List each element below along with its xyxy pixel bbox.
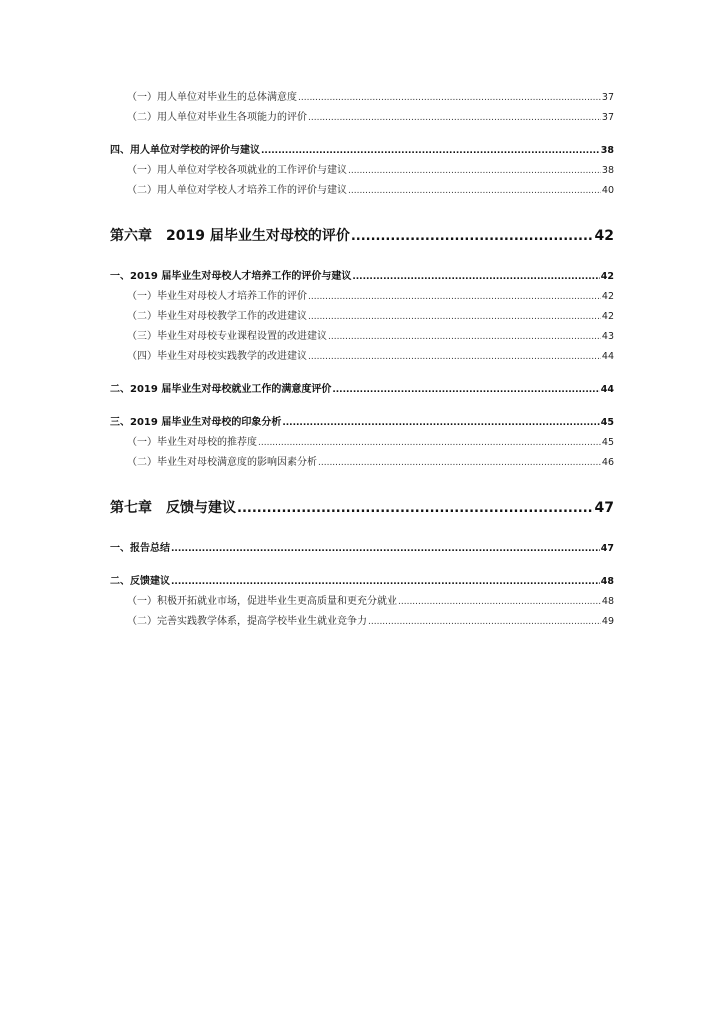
toc-entry-page: 42 — [601, 291, 614, 302]
toc-entry-label: （一）用人单位对毕业生的总体满意度 — [127, 92, 297, 103]
toc-entry-label: （一）积极开拓就业市场，促进毕业生更高质量和更充分就业 — [127, 596, 397, 607]
toc-entry-page: 48 — [601, 596, 614, 607]
dot-leader — [348, 181, 601, 201]
toc-entry[interactable] — [110, 347, 614, 367]
dot-leader — [298, 88, 601, 108]
toc-entry[interactable] — [110, 287, 614, 307]
toc-entry-label: 一、2019 届毕业生对母校人才培养工作的评价与建议 — [110, 271, 352, 282]
dot-leader — [398, 592, 601, 612]
dot-leader — [318, 453, 601, 473]
toc-entry[interactable] — [110, 433, 614, 453]
toc-entry[interactable] — [110, 453, 614, 473]
toc-entry-label: 一、报告总结 — [110, 543, 170, 554]
toc-chapter-entry[interactable] — [110, 495, 614, 521]
dot-leader — [171, 572, 600, 592]
toc-entry-label: （二）毕业生对母校满意度的影响因素分析 — [127, 457, 317, 468]
dot-leader — [258, 433, 601, 453]
toc-entry[interactable] — [110, 88, 614, 108]
toc-entry-label: 第六章 2019 届毕业生对母校的评价 — [110, 228, 350, 244]
toc-entry-page: 44 — [600, 384, 614, 395]
dot-leader — [308, 108, 601, 128]
toc-entry-page: 40 — [601, 185, 614, 196]
dot-leader — [308, 287, 601, 307]
toc-entry-page: 46 — [601, 457, 614, 468]
toc-entry-label: （三）毕业生对母校专业课程设置的改进建议 — [127, 331, 327, 342]
toc-entry-page: 47 — [594, 500, 614, 516]
toc-entry-page: 42 — [600, 271, 614, 282]
toc-entry[interactable] — [110, 612, 614, 632]
toc-section-entry[interactable] — [110, 572, 614, 592]
toc-entry-label: 三、2019 届毕业生对母校的印象分析 — [110, 417, 282, 428]
dot-leader — [308, 347, 601, 367]
dot-leader — [308, 307, 601, 327]
toc-chapter-entry[interactable] — [110, 223, 614, 249]
toc-section-entry[interactable] — [110, 413, 614, 433]
toc-entry-page: 37 — [601, 92, 614, 103]
dot-leader — [348, 161, 601, 181]
toc-entry-page: 38 — [600, 145, 614, 156]
dot-leader — [237, 495, 594, 522]
toc-entry-label: 四、用人单位对学校的评价与建议 — [110, 145, 260, 156]
dot-leader — [352, 267, 599, 287]
toc-entry-label: （一）毕业生对母校人才培养工作的评价 — [127, 291, 307, 302]
dot-leader — [261, 141, 600, 161]
toc-entry-page: 38 — [601, 165, 614, 176]
toc-entry-page: 48 — [600, 576, 614, 587]
toc-entry-page: 44 — [601, 351, 614, 362]
dot-leader — [368, 612, 601, 632]
dot-leader — [332, 380, 599, 400]
dot-leader — [171, 539, 600, 559]
toc-section-entry[interactable] — [110, 141, 614, 161]
dot-leader — [282, 413, 599, 433]
toc-entry-label: 二、反馈建议 — [110, 576, 170, 587]
toc-entry-label: （二）毕业生对母校教学工作的改进建议 — [127, 311, 307, 322]
toc-entry-page: 42 — [601, 311, 614, 322]
toc-entry[interactable] — [110, 592, 614, 612]
toc-entry-label: 第七章 反馈与建议 — [110, 500, 236, 516]
toc-entry-label: （二）完善实践教学体系，提高学校毕业生就业竞争力 — [127, 616, 367, 627]
toc-entry-page: 49 — [601, 616, 614, 627]
toc-entry-page: 45 — [600, 417, 614, 428]
toc-entry[interactable] — [110, 307, 614, 327]
toc-entry-label: 二、2019 届毕业生对母校就业工作的满意度评价 — [110, 384, 332, 395]
toc-entry-label: （四）毕业生对母校实践教学的改进建议 — [127, 351, 307, 362]
toc-entry[interactable] — [110, 327, 614, 347]
toc-entry-label: （一）用人单位对学校各项就业的工作评价与建议 — [127, 165, 347, 176]
toc-entry-page: 37 — [601, 112, 614, 123]
toc-entry[interactable] — [110, 161, 614, 181]
toc-entry-label: （二）用人单位对毕业生各项能力的评价 — [127, 112, 307, 123]
toc-entry[interactable] — [110, 181, 614, 201]
toc-entry-label: （一）毕业生对母校的推荐度 — [127, 437, 257, 448]
toc-entry-page: 42 — [594, 228, 614, 244]
toc-entry-page: 43 — [601, 331, 614, 342]
toc-section-entry[interactable] — [110, 380, 614, 400]
dot-leader — [351, 223, 594, 250]
toc-entry-label: （二）用人单位对学校人才培养工作的评价与建议 — [127, 185, 347, 196]
toc-section-entry[interactable] — [110, 267, 614, 287]
dot-leader — [328, 327, 601, 347]
toc-entry-page: 47 — [600, 543, 614, 554]
toc-entry-page: 45 — [601, 437, 614, 448]
toc-entry[interactable] — [110, 108, 614, 128]
table-of-contents — [110, 88, 614, 632]
toc-section-entry[interactable] — [110, 539, 614, 559]
